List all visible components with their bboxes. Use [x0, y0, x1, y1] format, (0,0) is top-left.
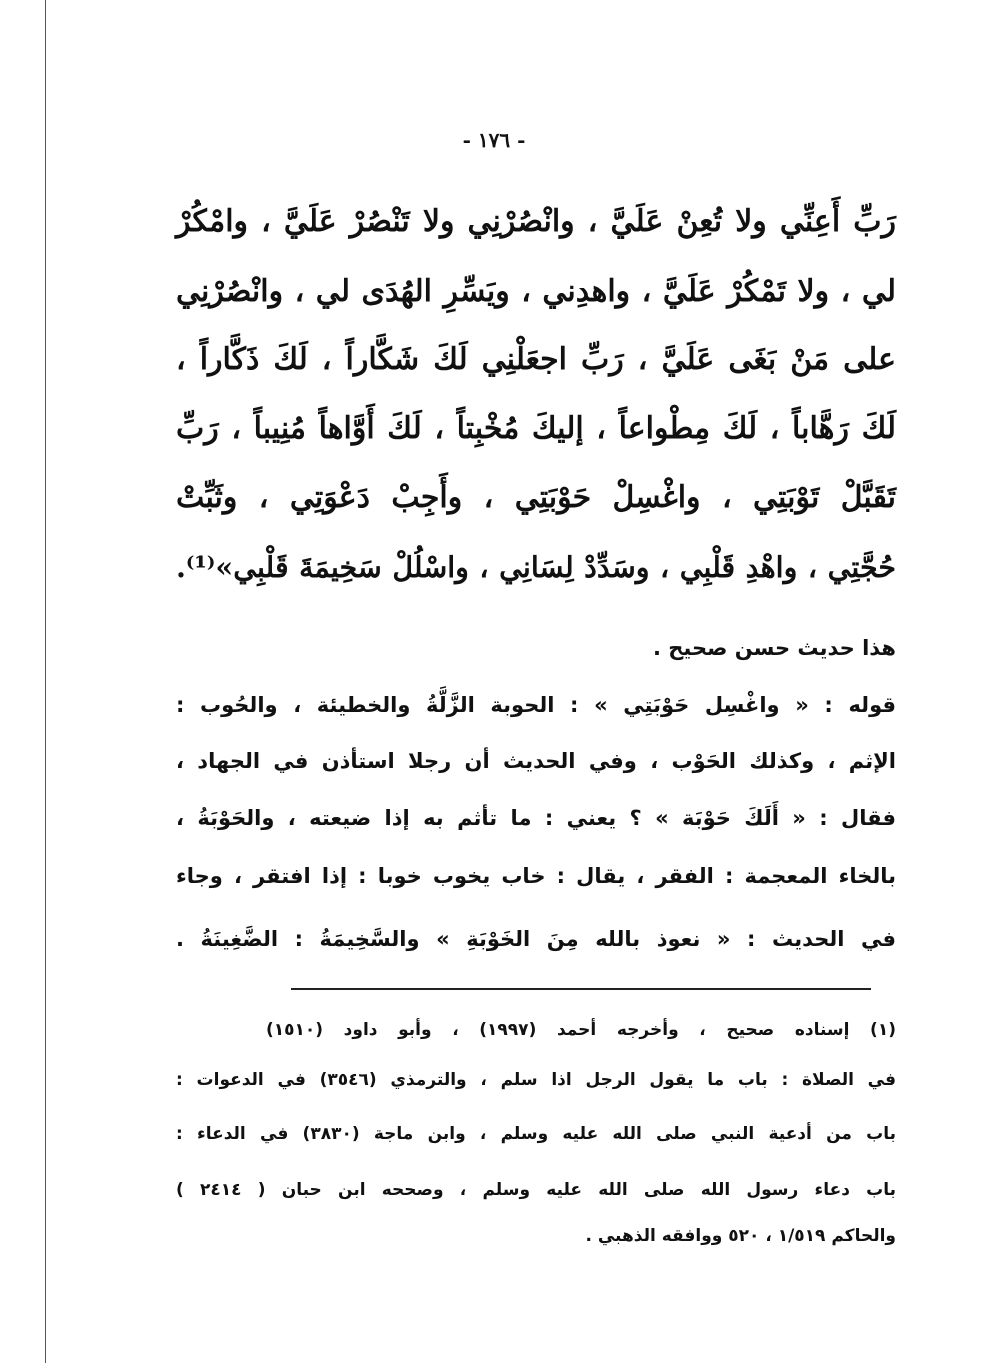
footnote-line: باب من أدعية النبي صلى الله عليه وسلم ، وابن ماجة (٣٨٣٠) في الدعاء :: [176, 1124, 897, 1144]
page-number: - ١٧٦ -: [462, 128, 526, 152]
supplication-line: تَقَبَّلْ تَوْبَتِي ، واغْسِلْ حَوْبَتِي ، وأَجِبْ دَعْوَتِي ، وثَبِّتْ: [176, 480, 896, 515]
commentary-line: الإثم ، وكذلك الحَوْب ، وفي الحديث أن رجلا استأذن في الجهاد ،: [176, 749, 896, 773]
supplication-line: على مَنْ بَغَى عَلَيَّ ، رَبِّ اجعَلْنِي لَكَ شَكَّاراً ، لَكَ ذَكَّاراً ،: [176, 342, 896, 377]
supplication-line: لَكَ رَهَّاباً ، لَكَ مِطْواعاً ، إليكَ مُخْبِتاً ، لَكَ أَوَّاهاً مُنِيباً ، رَبِّ: [176, 411, 896, 446]
footnote-line: في الصلاة : باب ما يقول الرجل اذا سلم ، والترمذي (٣٥٤٦) في الدعوات :: [176, 1070, 896, 1090]
footnote-line: باب دعاء رسول الله صلى الله عليه وسلم ، وصححه ابن حبان ( ٢٤١٤ ): [176, 1180, 896, 1200]
commentary-line: بالخاء المعجمة : الفقر ، يقال : خاب يخوب خوبا : إذا افتقر ، وجاء: [176, 864, 896, 888]
supplication-line: لي ، ولا تَمْكُرْ عَلَيَّ ، واهدِني ، ويَسِّرِ الهُدَى لي ، وانْصُرْنِي: [176, 274, 896, 309]
supplication-line: رَبِّ أَعِنِّي ولا تُعِنْ عَلَيَّ ، وانْصُرْنِي ولا تَنْصُرْ عَلَيَّ ، وامْكُرْ: [176, 204, 896, 239]
footnote-line: والحاكم ١/٥١٩ ، ٥٢٠ ووافقه الذهبي .: [585, 1226, 896, 1246]
footnote-separator: [291, 988, 871, 990]
hadith-grade: هذا حديث حسن صحيح .: [652, 636, 896, 660]
commentary-line: قوله : « واغْسِل حَوْبَتِي » : الحوبة الزَّلَّةُ والخطيئة ، والحُوب :: [176, 693, 896, 717]
footnote-line: (١) إسناده صحيح ، وأخرجه أحمد (١٩٩٧) ، وأبو داود (١٥١٠): [266, 1020, 897, 1040]
supplication-line: حُجَّتِي ، واهْدِ قَلْبِي ، وسَدِّدْ لِسَانِي ، واسْلُلْ سَخِيمَةَ قَلْبِي»⁽¹⁾.: [176, 550, 896, 584]
commentary-line: فقال : « أَلَكَ حَوْبَة » ؟ يعني : ما تأثم به إذا ضيعته ، والحَوْبَةُ ،: [176, 806, 896, 830]
commentary-line: في الحديث : « نعوذ بالله مِنَ الخَوْبَةِ » والسَّخِيمَةُ : الضَّغِينَةُ .: [176, 927, 896, 951]
page-margin-rule: [45, 0, 46, 1363]
